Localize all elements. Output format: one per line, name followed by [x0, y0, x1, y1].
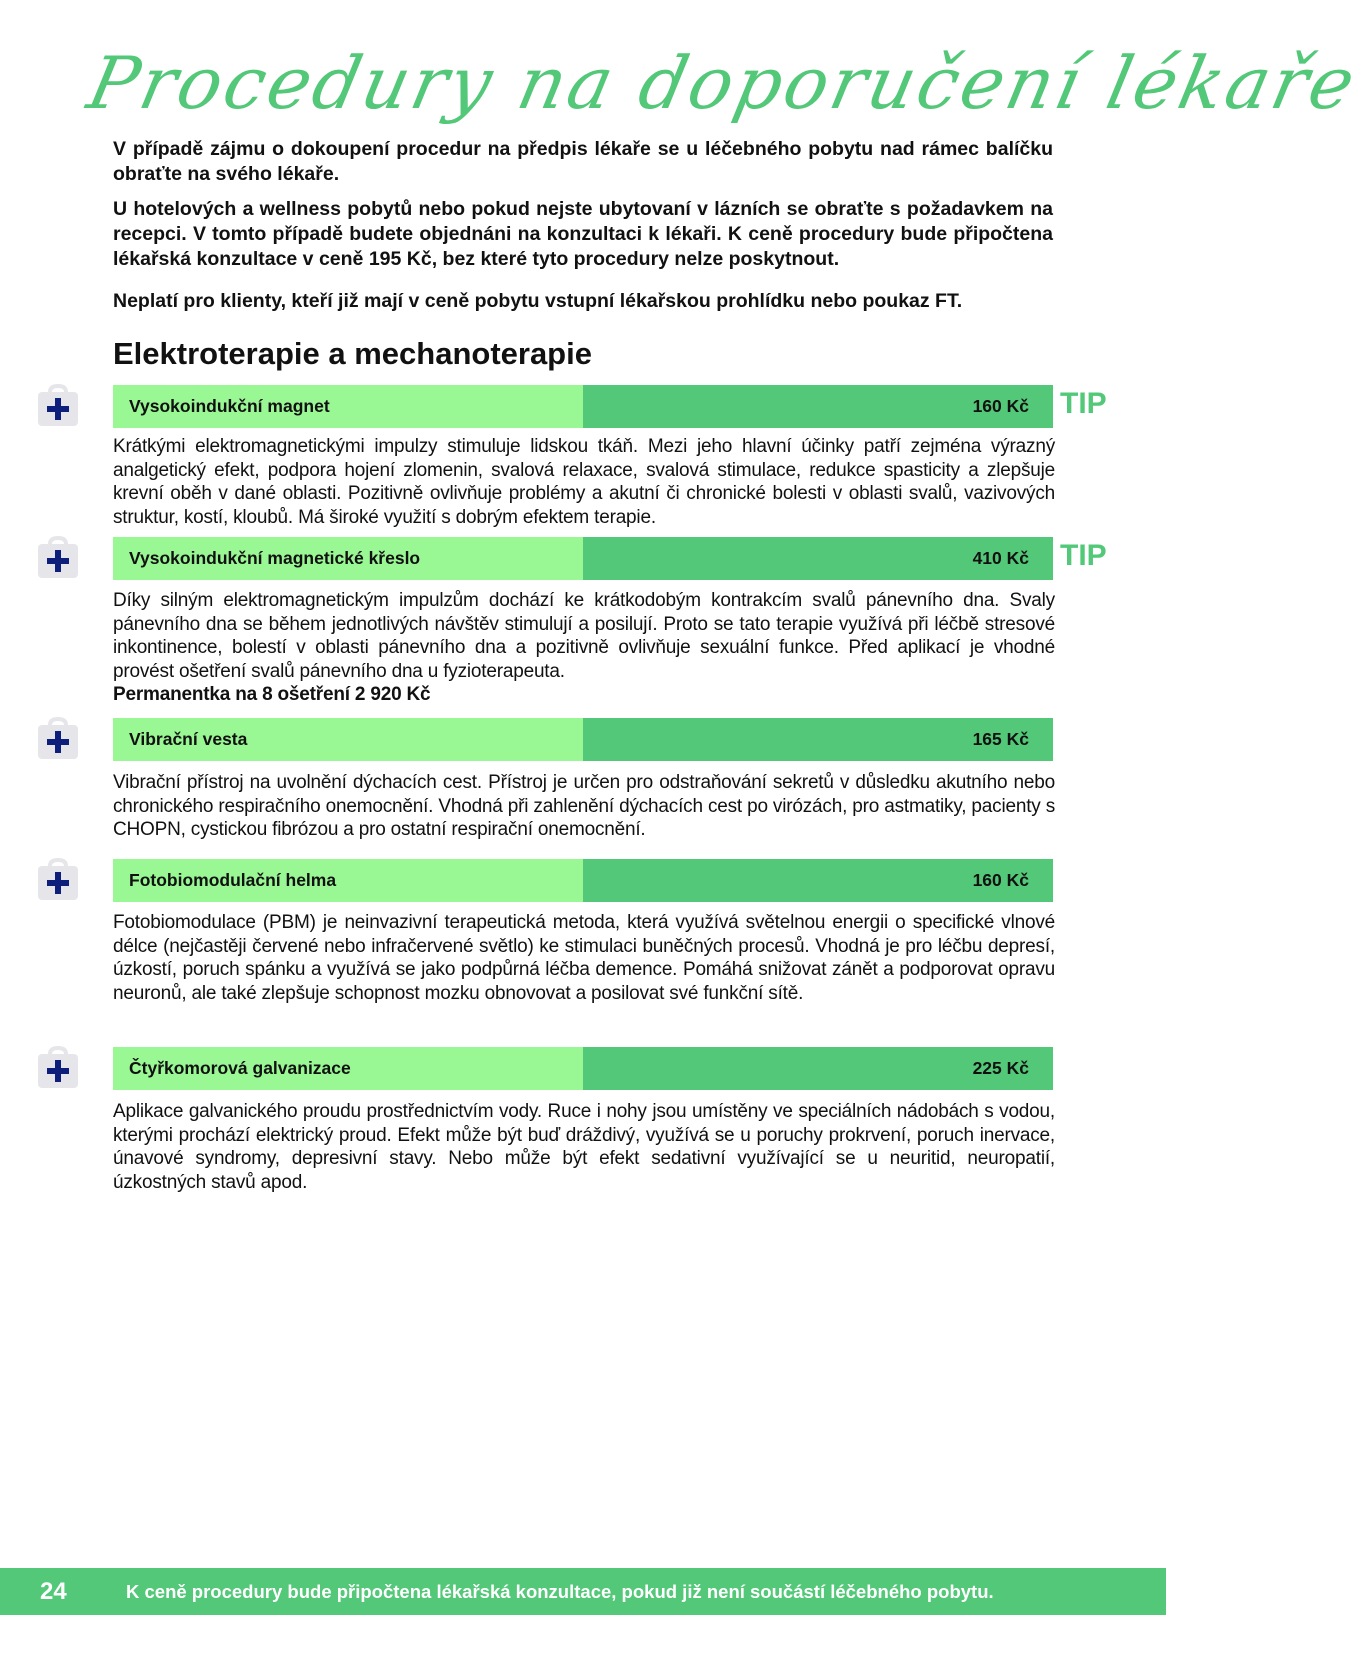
tip-badge: TIP: [1060, 387, 1107, 420]
procedure-price: 410 Kč: [583, 537, 1053, 580]
intro-paragraph: Neplatí pro klienty, kteří již mají v ceně pobytu vstupní lékařskou prohlídku nebo poukaz FT.: [113, 290, 963, 312]
procedure-bar: [113, 718, 1053, 761]
footer-note: K ceně procedury bude připočtena lékařská konzultace, pokud již není součástí léčebného pobytu.: [126, 1580, 994, 1602]
procedure-description: Krátkými elektromagnetickými impulzy stimuluje lidskou tkáň. Mezi jeho hlavní účinky patří zejména výrazný analgetický efekt, podpora hojení zlomenin, svalová relaxace, svalová stimulace, redukce spasticity a zlepšuje krevní oběh v dané oblasti. Pozitivně ovlivňuje problémy a akutní či chronické bolesti v oblasti svalů, vazivových struktur, kostí, kloubů. Má široké využití s dobrým efektem terapie.: [113, 436, 1055, 528]
procedure-description: Aplikace galvanického proudu prostřednictvím vody. Ruce i nohy jsou umístěny ve speciálních nádobách s vodou, kterými prochází elektrický proud. Efekt může být buď dráždivý, využívá se u poruchy prokrvení, poruch inervace, únavové syndromy, depresivní stavy. Nebo může být efekt sedativní využívající se u neuritid, neuropatií, úzkostných stavů apod.: [113, 1101, 1055, 1193]
procedure-price: 225 Kč: [583, 1047, 1053, 1090]
procedure-description-text: Díky silným elektromagnetickým impulzům dochází ke krátkodobým kontrakcím svalů pánevního dna. Svaly pánevního dna se během jednotlivých návštěv stimulují a posilují. Proto se tato terapie využívá při léčbě stresové inkontinence, bolestí v oblasti pánevního dna a pozitivně ovlivňuje sexuální funkce. Před aplikací je vhodné provést ošetření svalů pánevního dna u fyzioterapeuta.: [113, 590, 1055, 682]
procedure-description: Fotobiomodulace (PBM) je neinvazivní terapeutická metoda, která využívá světelnou energii o specifické vlnové délce (nejčastěji červené nebo infračervené světlo) ke stimulaci buněčných procesů. Vhodná je pro léčbu depresí, úzkostí, poruch spánku a využívá se jako podpůrná léčba demence. Pomáhá snižovat zánět a podporovat opravu neuronů, ale také zlepšuje schopnost mozku obnovovat a posilovat své funkční sítě.: [113, 912, 1055, 1004]
section-heading: Elektroterapie a mechanoterapie: [113, 336, 592, 371]
page-footer: [0, 1568, 1166, 1615]
procedure-bar: [113, 1047, 1053, 1090]
intro-paragraph: U hotelových a wellness pobytů nebo pokud nejste ubytovaní v lázních se obraťte s požadavkem na recepci. V tomto případě budete objednáni na konzultaci k lékaři. K ceně procedury bude připočtena lékařská konzultace v ceně 195 Kč, bez které tyto procedury nelze poskytnout.: [113, 198, 1053, 270]
page-number: 24: [40, 1577, 67, 1605]
procedure-description: Vibrační přístroj na uvolnění dýchacích cest. Přístroj je určen pro odstraňování sekretů v důsledku akutního nebo chronického respiračního onemocnění. Vhodná při zahlenění dýchacích cest po virózách, pro astmatiky, pacienty s CHOPN, cystickou fibrózou a pro ostatní respirační onemocnění.: [113, 772, 1055, 840]
intro-paragraph: V případě zájmu o dokoupení procedur na předpis lékaře se u léčebného pobytu nad rámec balíčku obraťte na svého lékaře.: [113, 138, 1053, 185]
season-pass-offer: Permanentka na 8 ošetření 2 920 Kč: [113, 684, 431, 705]
procedure-name: Vysokoindukční magnet: [113, 385, 583, 428]
first-aid-kit-icon: [36, 717, 80, 761]
tip-badge: TIP: [1060, 539, 1107, 572]
procedure-name: Vibrační vesta: [113, 718, 583, 761]
first-aid-kit-icon: [36, 536, 80, 580]
first-aid-kit-icon: [36, 384, 80, 428]
procedure-price: 160 Kč: [583, 385, 1053, 428]
procedure-name: Čtyřkomorová galvanizace: [113, 1047, 583, 1090]
procedure-price: 165 Kč: [583, 718, 1053, 761]
procedure-bar: [113, 385, 1053, 428]
procedure-name: Vysokoindukční magnetické křeslo: [113, 537, 583, 580]
first-aid-kit-icon: [36, 1046, 80, 1090]
page-title: Procedury na doporučení lékaře: [81, 41, 1365, 125]
procedure-price: 160 Kč: [583, 859, 1053, 902]
procedure-bar: [113, 859, 1053, 902]
procedure-bar: [113, 537, 1053, 580]
first-aid-kit-icon: [36, 858, 80, 902]
procedure-description: [113, 589, 1055, 707]
procedure-name: Fotobiomodulační helma: [113, 859, 583, 902]
